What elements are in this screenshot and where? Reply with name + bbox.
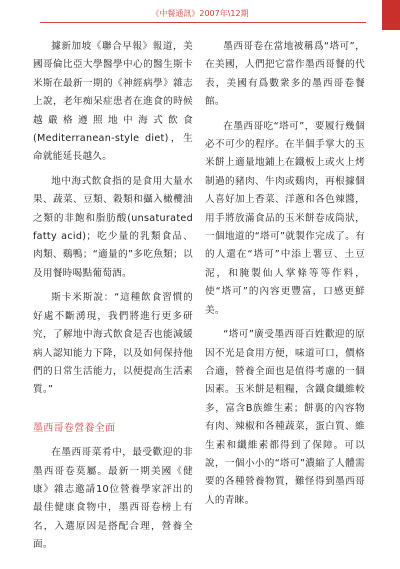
article-paragraph: 地中海式飲食指的是食用大量水果、蔬菜、豆類、穀類和攝入橄欖油之類的非飽和脂肪酸(unsaturated fatty acid)；吃少量的乳類食品、肉類、鷄鴨；“適量的”多吃魚類；以及用餐時喝點葡萄酒。 — [33, 175, 193, 279]
section-subhead: 墨西哥卷營養全面 — [33, 422, 116, 434]
running-head: 《中餐通訊》2007年\12期 — [151, 9, 249, 18]
article-paragraph: “塔可”廣受墨西哥百姓歡迎的原因不光是食用方便，味道可口，價格合適，營養全面也是值得考慮的一個因素。玉米餅是粗糧，含鐵食纖維較多，富含B族維生素；餅裏的內容物有肉、辣椒和各種蔬菜，蛋白質、維生素和纖維素都得到了保障。可以說，一個小小的“塔可”濃縮了人體需要的各種營養物質，難怪得到墨西哥人的青睞。 — [205, 329, 365, 506]
header-rule — [40, 22, 366, 23]
corner-tab — [382, 0, 400, 30]
article-paragraph: 墨西哥卷在當地被稱爲“塔可”，在美國，人們把它當作墨西哥餐的代表，美國有爲數衆多的墨西哥卷餐館。 — [205, 41, 365, 108]
article-paragraph: 斯卡米斯說：“這種飲食習慣的好處不斷湧現，我們將進行更多研究，了解地中海式飲食是否也能減緩病人認知能力下降，以及如何保持他們的日常生活能力，以便提高生活素質。” — [33, 292, 193, 396]
article-paragraph: 據新加坡《聯合早報》報道，美國哥倫比亞大學醫學中心的醫生斯卡米斯在最新一期的《神經病學》雜志上說，老年痴呆症患者在進食的時候越嚴格遵照地中海式飲食(Mediterranean-style diet)，生命就能延長越久。 — [33, 41, 193, 163]
right-column — [205, 38, 365, 510]
article-paragraph: 在墨西哥菜肴中，最受歡迎的非墨西哥卷莫屬。最新一期美國《健康》雜志邀請10位營養學家評出的最佳健康食物中，墨西哥卷榜上有名，入選原因是搭配合理，營養全面。 — [33, 447, 193, 551]
article-paragraph: 在墨西哥吃“塔可”，要履行幾個必不可少的程序。在半個手掌大的玉米餅上適量地鋪上在鐵板上或火上烤制過的豬肉、牛肉或鷄肉，再根據個人喜好加上香菜、洋蔥和各色辣醬，用手將放滿食品的玉米餅卷成筒狀，一個地道的“塔可”就製作完成了。有的人還在“塔可”中添上薯豆、土豆泥，和腌製仙人掌條等等作料，使“塔可”的內容更豐富，口感更鮮美。 — [205, 120, 365, 316]
left-column — [33, 38, 193, 555]
